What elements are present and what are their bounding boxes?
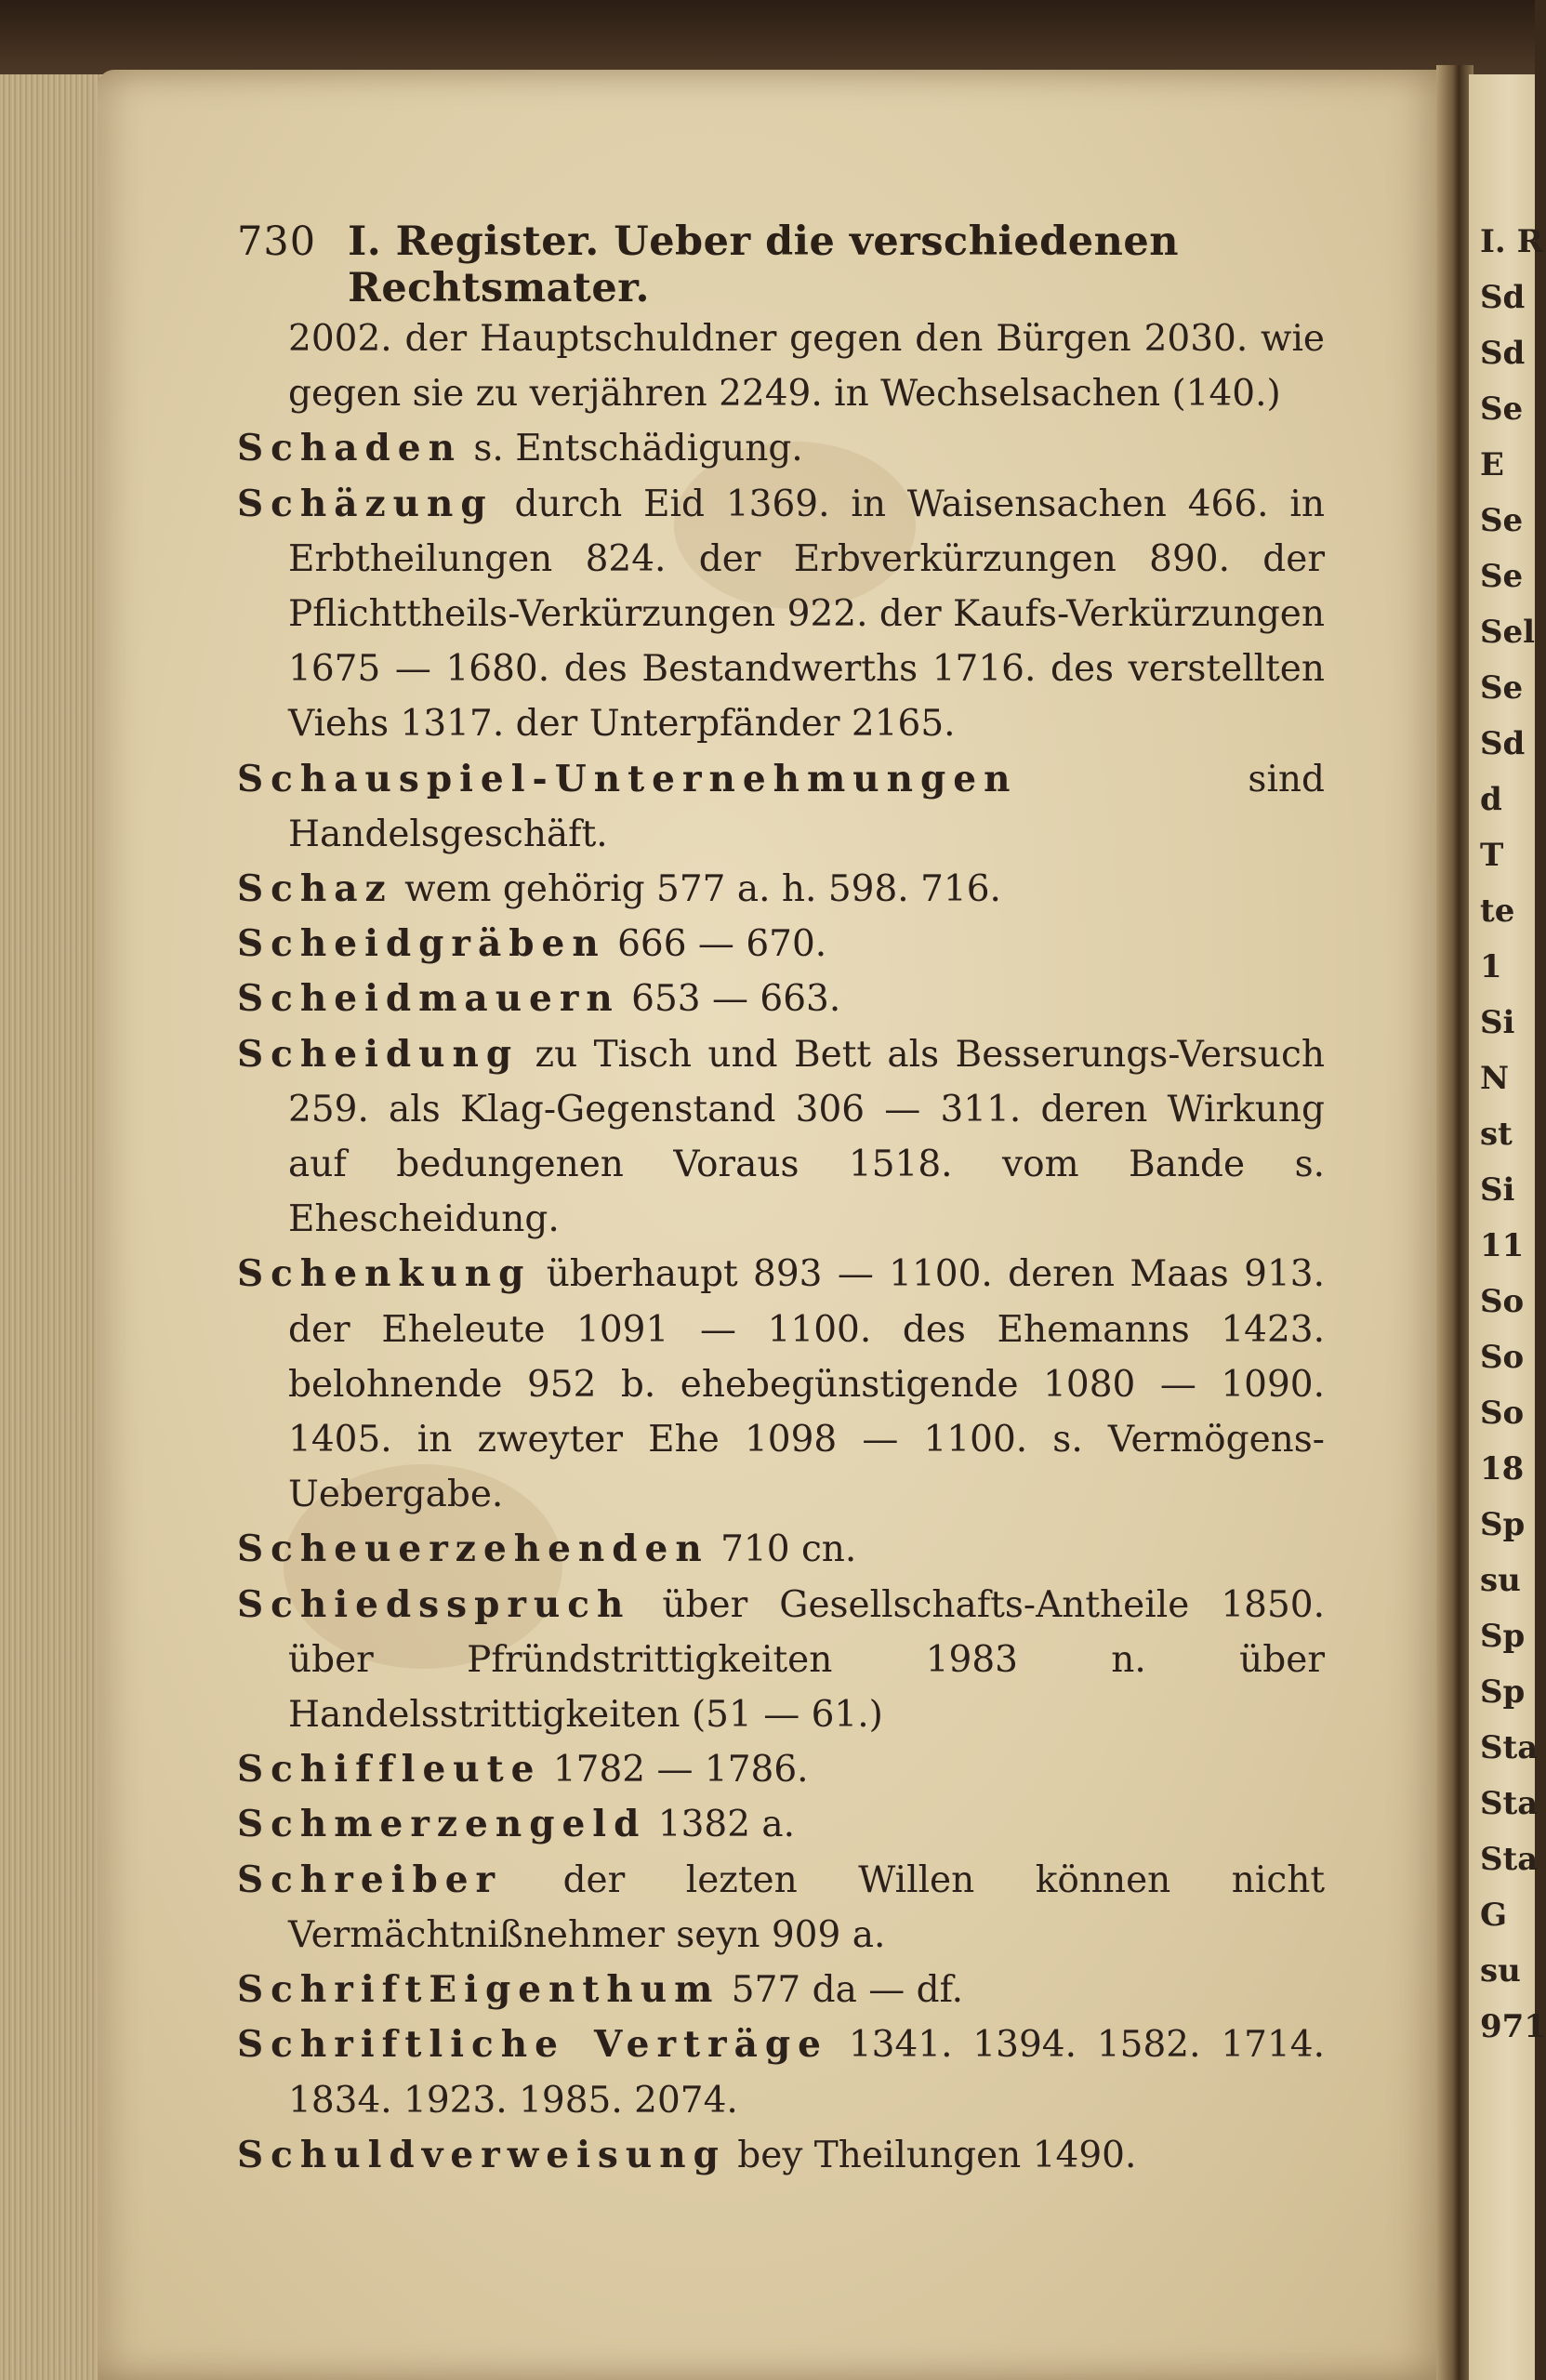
entry-keyword: Schiedsspruch <box>237 1582 631 1626</box>
right-page-text-fragment: Se <box>1480 558 1524 595</box>
register-entry <box>237 1742 1325 1797</box>
register-entry <box>237 477 1325 752</box>
entry-keyword: Schmerzengeld <box>237 1803 647 1846</box>
entry-keyword: Schäzung <box>237 482 494 525</box>
right-page-text-fragment: te <box>1480 892 1515 930</box>
entry-keyword: Scheuerzehenden <box>237 1527 709 1571</box>
right-page-text-fragment: d <box>1480 781 1502 818</box>
entry-keyword: Schaz <box>237 867 393 911</box>
entry-keyword: SchriftEigenthum <box>237 1968 720 2012</box>
right-page-text-fragment: Sd <box>1480 335 1526 372</box>
entry-keyword: Scheidgräben <box>237 922 606 966</box>
right-page-text-fragment: E <box>1480 446 1504 483</box>
right-page-text-fragment: Sd <box>1480 725 1526 762</box>
entry-text: 1782 — 1786. <box>541 1749 809 1792</box>
right-page-text-fragment: su <box>1480 1952 1521 1990</box>
register-entry <box>237 752 1325 862</box>
book-gutter <box>1436 65 1473 2380</box>
register-entry <box>237 1797 1325 1852</box>
right-page-text-fragment: Se <box>1480 390 1524 428</box>
right-page-text-fragment: 18 <box>1480 1450 1525 1488</box>
right-page-text-fragment: T <box>1480 837 1504 874</box>
entry-text: 710 cn. <box>708 1528 857 1571</box>
entry-text: sind Handelsgeschäft. <box>288 758 1325 855</box>
register-entry <box>237 421 1325 476</box>
entry-text: 666 — 670. <box>605 923 827 966</box>
register-entry <box>237 972 1325 1026</box>
entry-text: 1341. 1394. 1582. 1714. 1834. 1923. 1985. 2074. <box>288 2024 1326 2122</box>
right-page-text-fragment: 1 <box>1480 948 1502 985</box>
right-page-text-fragment: Si <box>1480 1171 1515 1209</box>
right-page-text-fragment: So <box>1480 1395 1525 1432</box>
register-entry <box>237 862 1325 917</box>
right-page-text-fragment: 11 <box>1480 1227 1525 1264</box>
page-number: 730 <box>237 218 317 265</box>
entry-keyword: Schaden <box>237 427 462 470</box>
register-entry <box>237 1522 1325 1577</box>
entry-text: wem gehörig 577 a. h. 598. 716. <box>392 868 1001 911</box>
entry-text: überhaupt 893 — 1100. deren Maas 913. der Eheleute 1091 — 1100. des Ehemanns 1423. belohnende 952 b. ehebegünstigende 1080 — 1090. 1405. in zweyter Ehe 1098 — 1100. s. Vermögens-Uebergabe. <box>288 1253 1325 1516</box>
entry-text: 577 da — df. <box>720 1969 964 2012</box>
right-page-text-fragment: So <box>1480 1283 1525 1320</box>
entry-text: der lezten Willen können nicht Vermächtnißnehmer seyn 909 a. <box>288 1858 1325 1956</box>
entry-text: durch Eid 1369. in Waisensachen 466. in Erbtheilungen 824. der Erbverkürzungen 890. der Pflichttheils-Verkürzungen 922. der Kaufs-Verkürzungen 1675 — 1680. des Bestandwerths 1716. des verstellten Viehs 1317. der Unterpfänder 2165. <box>288 483 1325 746</box>
register-entry <box>237 917 1325 972</box>
right-page-text-fragment: I. R <box>1480 223 1543 260</box>
right-page-text-fragment: Sp <box>1480 1673 1526 1711</box>
running-header <box>237 218 1334 311</box>
entry-keyword: Scheidung <box>237 1032 520 1076</box>
entry-keyword: Schauspiel-Unternehmungen <box>237 757 1018 800</box>
entry-text: über Gesellschafts-Antheile 1850. über Pfründstrittigkeiten 1983 n. über Handelsstrittigkeiten (51 — 61.) <box>288 1583 1325 1737</box>
right-page-text-fragment: Sel <box>1480 614 1536 651</box>
right-page-text-fragment: Se <box>1480 669 1524 707</box>
right-page-text-fragment: Sta <box>1480 1841 1539 1878</box>
entry-text: zu Tisch und Bett als Besserungs-Versuch 259. als Klag-Gegenstand 306 — 311. deren Wirkung auf bedungenen Voraus 1518. vom Bande s. Ehescheidung. <box>288 1033 1325 1241</box>
entry-keyword: Schenkung <box>237 1252 532 1296</box>
right-page-text-fragment: st <box>1480 1116 1513 1153</box>
entry-text: s. Entschädigung. <box>461 428 803 470</box>
right-page-text-fragment: Sd <box>1480 279 1526 316</box>
right-page-text-fragment: Sp <box>1480 1506 1526 1543</box>
register-entry <box>237 1578 1325 1743</box>
register-entry <box>237 311 1325 421</box>
entry-text: 2002. der Hauptschuldner gegen den Bürgen 2030. wie gegen sie zu verjähren 2249. in Wechselsachen (140.) <box>288 318 1325 416</box>
register-entry <box>237 1247 1325 1522</box>
entry-keyword: Schriftliche Verträge <box>237 2023 828 2067</box>
entry-text: 653 — 663. <box>619 978 841 1021</box>
entry-text: bey Theilungen 1490. <box>725 2134 1137 2176</box>
right-page-text-fragment: su <box>1480 1562 1521 1599</box>
register-entry <box>237 2128 1325 2183</box>
register-entry <box>237 1963 1325 2017</box>
right-page-text-fragment: G <box>1480 1897 1508 1934</box>
right-page-text-fragment: Sta <box>1480 1729 1539 1766</box>
right-page-text-fragment: So <box>1480 1339 1525 1376</box>
entry-keyword: Schuldverweisung <box>237 2133 726 2176</box>
right-page-fragment <box>1469 74 1546 2380</box>
right-page-text-fragment: 971 <box>1480 2008 1546 2045</box>
right-page-text-fragment: Sta <box>1480 1785 1539 1822</box>
right-page-text-fragment: Se <box>1480 502 1524 539</box>
right-page-text-fragment: Sp <box>1480 1618 1526 1655</box>
register-entries <box>237 311 1325 2183</box>
right-page-text-fragment: Si <box>1480 1004 1515 1041</box>
register-entry <box>237 1027 1325 1248</box>
register-entry <box>237 2017 1325 2127</box>
entry-keyword: Scheidmauern <box>237 977 620 1021</box>
entry-keyword: Schreiber <box>237 1858 503 1901</box>
header-title: I. Register. Ueber die verschiedenen Rechtsmater. <box>348 218 1179 311</box>
entry-keyword: Schiffleute <box>237 1748 542 1792</box>
page-block-edges <box>0 74 112 2380</box>
register-entry <box>237 1853 1325 1963</box>
right-page-text-fragment: N <box>1480 1060 1510 1097</box>
entry-text: 1382 a. <box>646 1804 796 1846</box>
